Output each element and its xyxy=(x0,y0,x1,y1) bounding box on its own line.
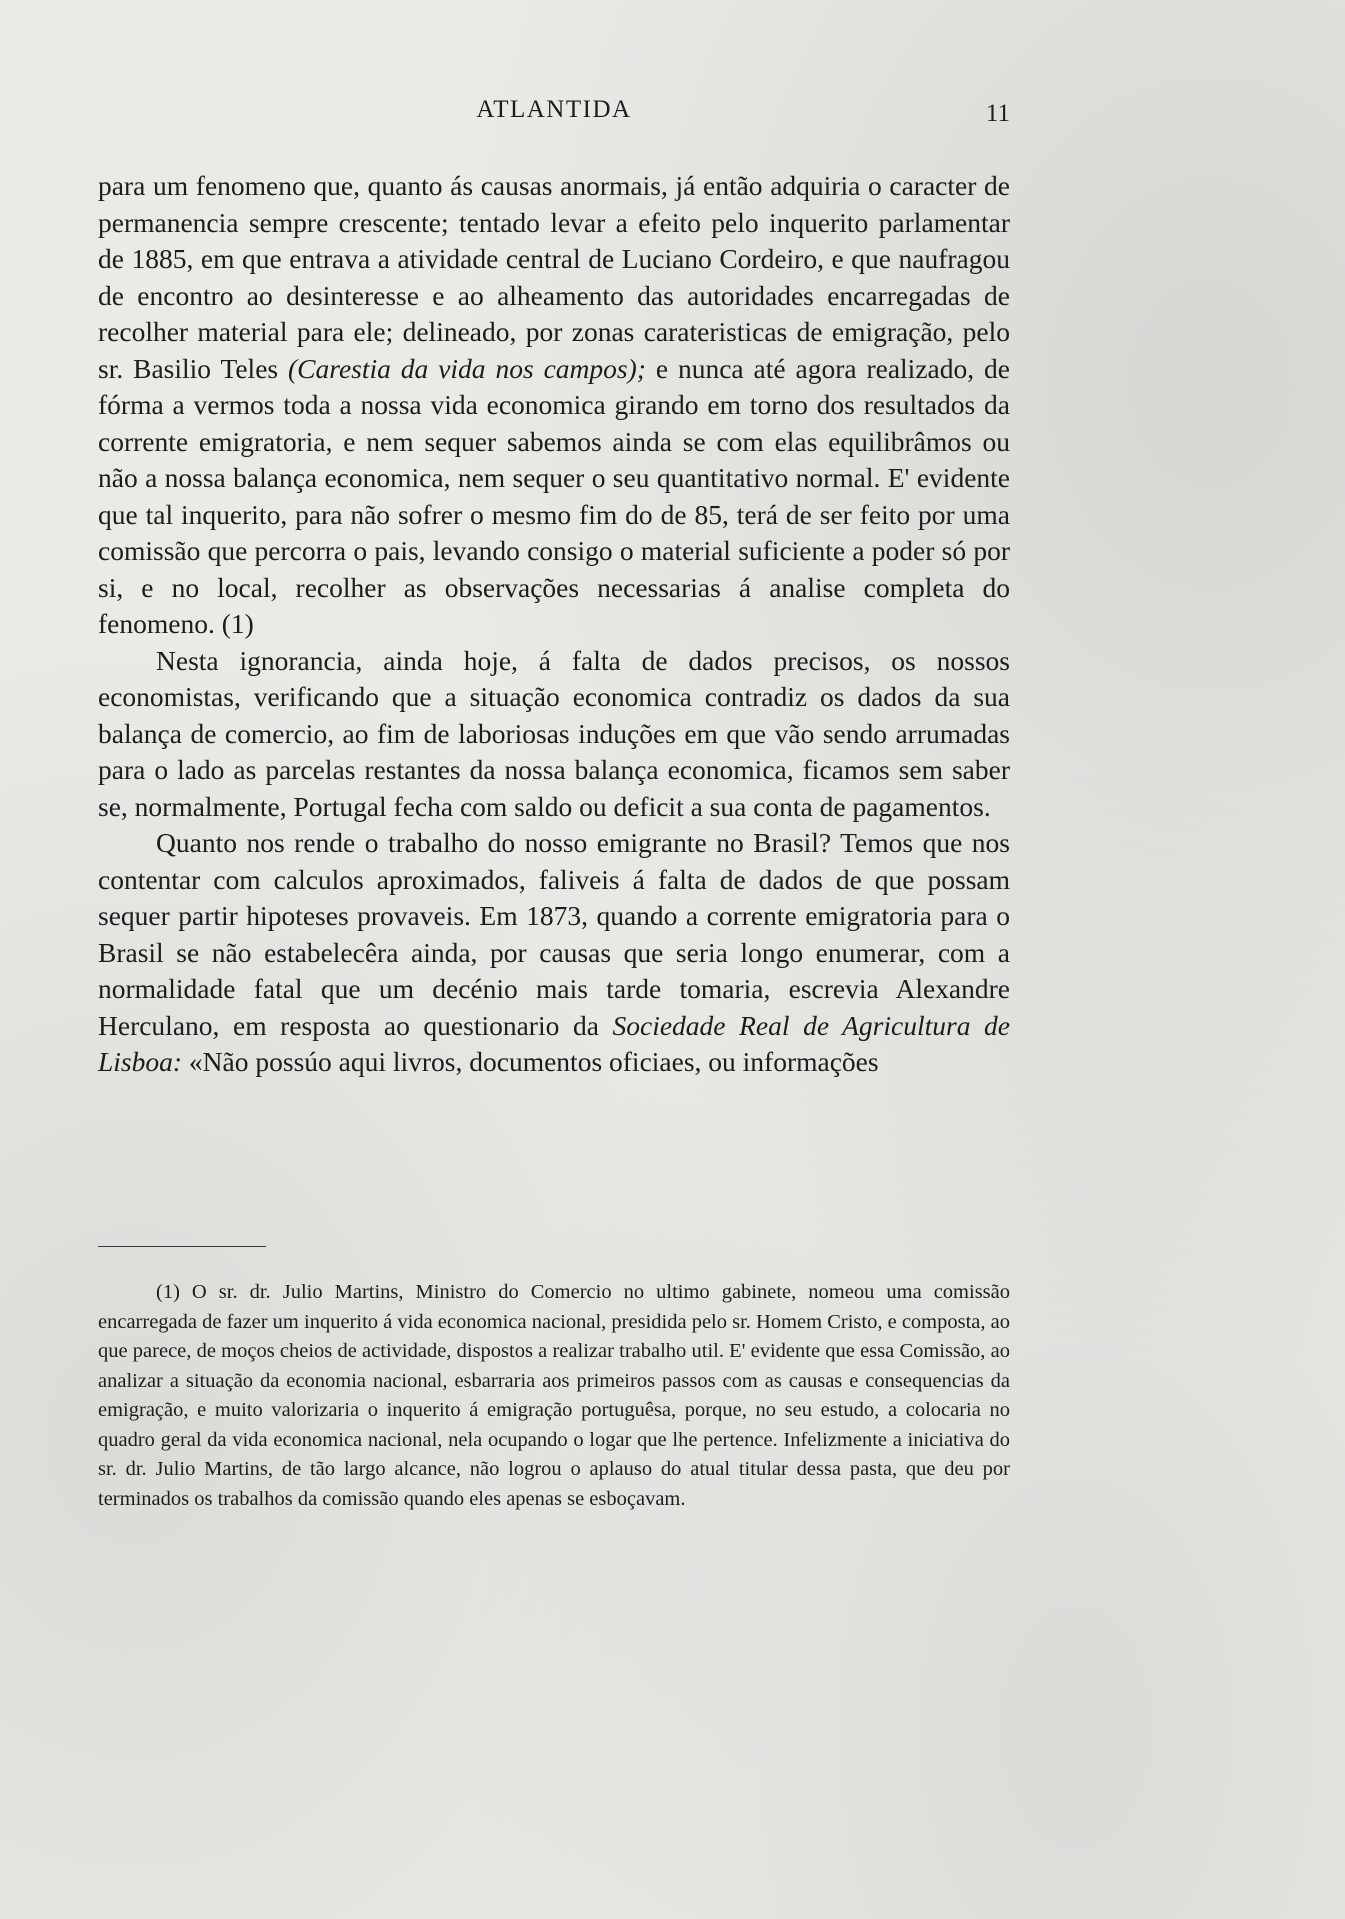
main-text xyxy=(98,168,1010,1081)
paragraph-1-text-a: para um fenomeno que, quanto ás causas anormais, já então adquiria o caracter de permanencia sempre crescente; tentado levar a efeito pelo inquerito parlamentar de 1885, em que entrava a atividade central de Luciano Cordeiro, e que naufragou de encontro ao desinteresse e ao alheamento das autoridades encarregadas de recolher material para ele; delineado, por zonas carateristicas de emigração, pelo sr. Basilio Teles xyxy=(98,170,1010,384)
society-name-italic: Sociedade Real de Agricultura de Lisboa: xyxy=(98,1009,1010,1077)
paragraph-1-text-b: e nunca até agora realizado, de fórma a vermos toda a nossa vida economica girando em torno dos resultados da corrente emigratoria, e nem sequer sabemos ainda se com elas equilibrâmos ou não a nossa balança economica, nem sequer o seu quantitativo normal. E' evidente que tal inquerito, para não sofrer o mesmo fim do de 85, terá de ser feito por uma comissão que percorra o pais, levando consigo o material suficiente a poder só por si, e no local, recolher as observações necessarias á analise completa do fenomeno. (1) xyxy=(98,352,1010,639)
paragraph-2: Nesta ignorancia, ainda hoje, á falta de dados precisos, os nossos economistas, verificando que a situação economica contradiz os dados da sua balança de comercio, ao fim de laboriosas induções em que vão sendo arrumadas para o lado as parcelas restantes da nossa balança economica, ficamos sem saber se, normalmente, Portugal fecha com saldo ou deficit a sua conta de pagamentos. xyxy=(98,644,1010,822)
paragraph-3 xyxy=(98,825,1010,1081)
running-title: ATLANTIDA xyxy=(476,96,632,123)
footnote xyxy=(98,1278,1010,1514)
paragraph-3-text-b: «Não possúo aqui livros, documentos oficiaes, ou informações xyxy=(182,1046,879,1077)
paragraph-1 xyxy=(98,168,1010,643)
footnote-text: (1) O sr. dr. Julio Martins, Ministro do Comercio no ultimo gabinete, nomeou uma comissão encarregada de fazer um inquerito á vida economica nacional, presidida pelo sr. Homem Cristo, e composta, ao que parece, de moços cheios de actividade, dispostos a realizar trabalho util. E' evidente que essa Comissão, ao analizar a situação da economia nacional, esbarraria aos primeiros passos com as causas e consequencias da emigração, e muito valorizaria o inquerito á emigração portuguêsa, porque, no seu estudo, a colocaria no quadro geral da vida economica nacional, nela ocupando o logar que lhe pertence. Infelizmente a iniciativa do sr. dr. Julio Martins, de tão largo alcance, não logrou o aplauso do atual titular dessa pasta, que deu por terminados os trabalhos da comissão quando eles apenas se esboçavam. xyxy=(98,1281,1010,1510)
book-title-italic: (Carestia da vida nos campos); xyxy=(288,352,646,384)
paragraph-3-text-a: Quanto nos rende o trabalho do nosso emigrante no Brasil? Temos que nos contentar com calculos aproximados, faliveis á falta de dados de que possam sequer partir hipoteses provaveis. Em 1873, quando a corrente emigratoria para o Brasil se não estabelecêra ainda, por causas que seria longo enumerar, com a normalidade fatal que um decénio mais tarde tomaria, escrevia Alexandre Herculano, em resposta ao questionario da xyxy=(98,827,1010,1041)
footnote-separator xyxy=(98,1246,266,1247)
page-number: 11 xyxy=(985,100,1010,127)
page-header xyxy=(98,96,1010,136)
